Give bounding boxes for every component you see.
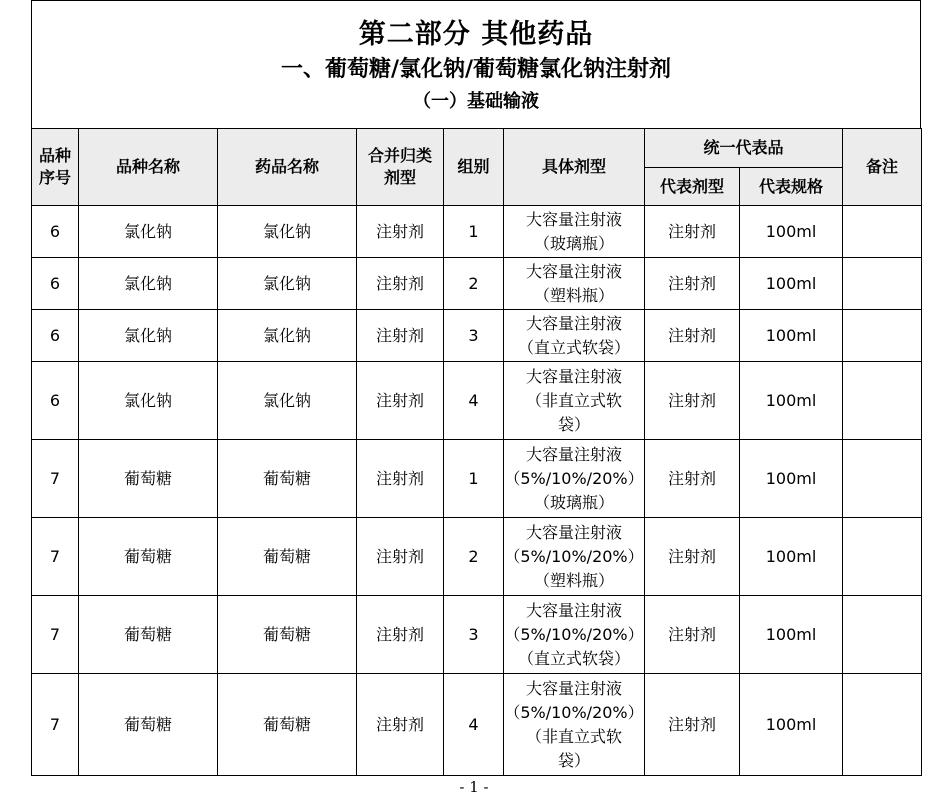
- seq-cell: 7: [32, 440, 79, 518]
- seq-cell: 7: [32, 518, 79, 596]
- remarks-cell: [843, 674, 922, 776]
- specific-form-cell: [504, 440, 645, 518]
- remarks-cell: [843, 362, 922, 440]
- variety-name-cell: 葡萄糖: [79, 518, 218, 596]
- col-header-drug-name: 药品名称: [218, 129, 357, 206]
- seq-cell: 6: [32, 206, 79, 258]
- specific-form-line: （塑料瓶）: [533, 570, 614, 590]
- rep-form-cell: 注射剂: [645, 596, 740, 674]
- rep-spec-cell: 100ml: [740, 440, 843, 518]
- merged-form-cell: 注射剂: [357, 440, 444, 518]
- table-body: [32, 206, 922, 776]
- group-cell: 1: [444, 206, 504, 258]
- col-header-remarks: 备注: [843, 129, 922, 206]
- group-cell: 4: [444, 362, 504, 440]
- rep-spec-cell: 100ml: [740, 518, 843, 596]
- col-header-merged-form: 合并归类剂型: [357, 129, 444, 206]
- drug-name-cell: 葡萄糖: [218, 518, 357, 596]
- col-header-rep-spec: 代表规格: [740, 168, 843, 206]
- group-cell: 4: [444, 674, 504, 776]
- rep-form-cell: 注射剂: [645, 518, 740, 596]
- remarks-cell: [843, 596, 922, 674]
- variety-name-cell: 氯化钠: [79, 362, 218, 440]
- specific-form-line: （非直立式软: [525, 390, 622, 410]
- group-cell: 2: [444, 258, 504, 310]
- seq-cell: 7: [32, 596, 79, 674]
- variety-name-cell: 葡萄糖: [79, 440, 218, 518]
- specific-form-line: （直立式软袋）: [517, 648, 630, 668]
- rep-spec-cell: 100ml: [740, 206, 843, 258]
- group-cell: 2: [444, 518, 504, 596]
- part-title: 第二部分 其他药品: [358, 19, 594, 50]
- specific-form-cell: [504, 674, 645, 776]
- specific-form-line: 大容量注射液: [525, 261, 622, 281]
- variety-name-cell: 氯化钠: [79, 206, 218, 258]
- specific-form-line: 袋）: [557, 414, 590, 434]
- specific-form-line: 大容量注射液: [525, 600, 622, 620]
- seq-cell: 6: [32, 362, 79, 440]
- variety-name-cell: 葡萄糖: [79, 596, 218, 674]
- document-sheet: [31, 0, 921, 776]
- rep-form-cell: 注射剂: [645, 310, 740, 362]
- table-row: [32, 518, 922, 596]
- drug-name-cell: 葡萄糖: [218, 596, 357, 674]
- rep-form-cell: 注射剂: [645, 206, 740, 258]
- merged-form-cell: 注射剂: [357, 518, 444, 596]
- seq-cell: 6: [32, 310, 79, 362]
- specific-form-line: 大容量注射液: [525, 313, 622, 333]
- merged-form-cell: 注射剂: [357, 596, 444, 674]
- remarks-cell: [843, 310, 922, 362]
- section-title: 一、葡萄糖/氯化钠/葡萄糖氯化钠注射剂: [280, 57, 672, 82]
- specific-form-line: （5%/10%/20%）: [504, 468, 644, 488]
- page-number: - 1 -: [459, 778, 489, 796]
- seq-cell: 7: [32, 674, 79, 776]
- remarks-cell: [843, 206, 922, 258]
- specific-form-line: （5%/10%/20%）: [504, 546, 644, 566]
- table-row: [32, 362, 922, 440]
- specific-form-line: 大容量注射液: [525, 522, 622, 542]
- remarks-cell: [843, 518, 922, 596]
- specific-form-cell: [504, 596, 645, 674]
- rep-spec-cell: 100ml: [740, 258, 843, 310]
- specific-form-line: （5%/10%/20%）: [504, 702, 644, 722]
- document-header: [31, 0, 921, 128]
- remarks-cell: [843, 258, 922, 310]
- table-row: [32, 440, 922, 518]
- variety-name-cell: 氯化钠: [79, 258, 218, 310]
- rep-spec-cell: 100ml: [740, 596, 843, 674]
- rep-spec-cell: 100ml: [740, 362, 843, 440]
- drug-name-cell: 氯化钠: [218, 206, 357, 258]
- rep-spec-cell: 100ml: [740, 674, 843, 776]
- specific-form-cell: [504, 362, 645, 440]
- specific-form-cell: [504, 258, 645, 310]
- specific-form-line: （塑料瓶）: [533, 285, 614, 305]
- specific-form-line: （5%/10%/20%）: [504, 624, 644, 644]
- merged-form-cell: 注射剂: [357, 362, 444, 440]
- merged-form-cell: 注射剂: [357, 310, 444, 362]
- col-header-variety-name: 品种名称: [79, 129, 218, 206]
- col-header-group: 组别: [444, 129, 504, 206]
- specific-form-line: 大容量注射液: [525, 209, 622, 229]
- drug-name-cell: 氯化钠: [218, 258, 357, 310]
- drug-table: [31, 128, 922, 776]
- specific-form-line: 大容量注射液: [525, 678, 622, 698]
- table-row: [32, 206, 922, 258]
- seq-cell: 6: [32, 258, 79, 310]
- table-row: [32, 258, 922, 310]
- group-cell: 3: [444, 596, 504, 674]
- merged-form-cell: 注射剂: [357, 258, 444, 310]
- variety-name-cell: 氯化钠: [79, 310, 218, 362]
- rep-form-cell: 注射剂: [645, 258, 740, 310]
- rep-form-cell: 注射剂: [645, 440, 740, 518]
- rep-spec-cell: 100ml: [740, 310, 843, 362]
- rep-form-cell: 注射剂: [645, 362, 740, 440]
- table-row: [32, 674, 922, 776]
- specific-form-line: （非直立式软: [525, 726, 622, 746]
- specific-form-cell: [504, 206, 645, 258]
- specific-form-line: （玻璃瓶）: [533, 492, 614, 512]
- col-header-seq: 品种序号: [32, 129, 79, 206]
- col-header-unified-rep: 统一代表品: [645, 129, 843, 168]
- specific-form-cell: [504, 518, 645, 596]
- group-cell: 1: [444, 440, 504, 518]
- rep-form-cell: 注射剂: [645, 674, 740, 776]
- specific-form-cell: [504, 310, 645, 362]
- subsection-title: （一）基础输液: [413, 91, 539, 112]
- table-row: [32, 596, 922, 674]
- table-row: [32, 310, 922, 362]
- specific-form-line: 大容量注射液: [525, 444, 622, 464]
- group-cell: 3: [444, 310, 504, 362]
- remarks-cell: [843, 440, 922, 518]
- col-header-specific-form: 具体剂型: [504, 129, 645, 206]
- specific-form-line: （玻璃瓶）: [533, 233, 614, 253]
- specific-form-line: （直立式软袋）: [517, 337, 630, 357]
- drug-name-cell: 葡萄糖: [218, 440, 357, 518]
- merged-form-cell: 注射剂: [357, 674, 444, 776]
- drug-name-cell: 葡萄糖: [218, 674, 357, 776]
- col-header-rep-form: 代表剂型: [645, 168, 740, 206]
- drug-name-cell: 氯化钠: [218, 362, 357, 440]
- merged-form-cell: 注射剂: [357, 206, 444, 258]
- specific-form-line: 大容量注射液: [525, 366, 622, 386]
- specific-form-line: 袋）: [557, 750, 590, 770]
- variety-name-cell: 葡萄糖: [79, 674, 218, 776]
- drug-name-cell: 氯化钠: [218, 310, 357, 362]
